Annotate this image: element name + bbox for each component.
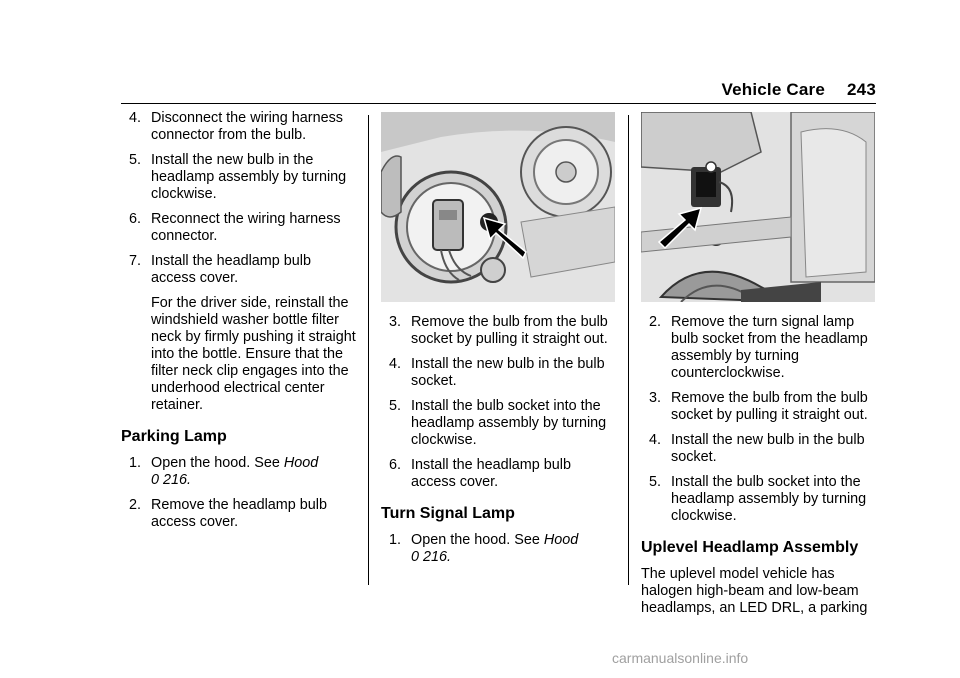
- list-item: 2. Remove the turn signal lamp bulb socket from the headlamp assembly by turning counterclockwise.: [649, 314, 868, 381]
- uplevel-description: The uplevel model vehicle has halogen high-beam and low-beam headlamps, an LED DRL, a parking: [641, 566, 868, 616]
- list-item: 5. Install the new bulb in the headlamp assembly by turning clockwise.: [129, 152, 347, 202]
- list-item: 1. Open the hood. See Hood 0 216.: [129, 455, 319, 488]
- hood-link[interactable]: Hood: [543, 532, 579, 548]
- list-item: 7. Install the headlamp bulb access cover.: [129, 253, 312, 286]
- column-divider-1: [368, 115, 369, 585]
- list-item: 1. Open the hood. See Hood 0 216.: [389, 532, 579, 565]
- list-item: 5. Install the bulb socket into the headlamp assembly by turning clockwise.: [389, 398, 607, 448]
- section-title-parking-lamp: Parking Lamp: [121, 428, 227, 445]
- column-2: [381, 110, 615, 574]
- page-header: [722, 80, 877, 100]
- list-item: 3. Remove the bulb from the bulb socket by pulling it straight out.: [389, 314, 608, 347]
- header-rule: [121, 103, 876, 104]
- list-item: 3. Remove the bulb from the bulb socket by pulling it straight out.: [649, 390, 868, 423]
- section-title-uplevel-headlamp: Uplevel Headlamp Assembly: [641, 539, 859, 556]
- column-divider-2: [628, 115, 629, 585]
- column-3: [641, 110, 877, 625]
- list-item: 6. Reconnect the wiring harness connector.: [129, 211, 341, 244]
- list-item: 5. Install the bulb socket into the headlamp assembly by turning clockwise.: [649, 474, 867, 524]
- driver-side-note: For the driver side, reinstall the windshield washer bottle filter neck by firmly pushing it straight into the bottle. Ensure that the filter neck clip engages into the underhood electrical center retainer.: [151, 295, 356, 413]
- list-item: 2. Remove the headlamp bulb access cover.: [129, 497, 327, 530]
- list-item: 4. Install the new bulb in the bulb socket.: [649, 432, 865, 465]
- section-title-turn-signal-lamp: Turn Signal Lamp: [381, 505, 515, 522]
- list-item: 6. Install the headlamp bulb access cover.: [389, 457, 572, 490]
- section-name: Vehicle Care: [721, 80, 826, 99]
- column-1: [121, 110, 359, 539]
- watermark: carmanualsonline.info: [612, 650, 749, 666]
- parking-lamp-bulb-illustration: [381, 112, 615, 302]
- page-number: 243: [847, 80, 876, 99]
- page-ref-link[interactable]: 0 216.: [151, 472, 192, 488]
- list-item: 4. Install the new bulb in the bulb socket.: [389, 356, 605, 389]
- page-ref-link[interactable]: 0 216.: [411, 549, 452, 565]
- hood-link[interactable]: Hood: [283, 455, 319, 471]
- list-item: 4. Disconnect the wiring harness connector from the bulb.: [129, 110, 343, 143]
- turn-signal-bulb-illustration: [641, 112, 875, 302]
